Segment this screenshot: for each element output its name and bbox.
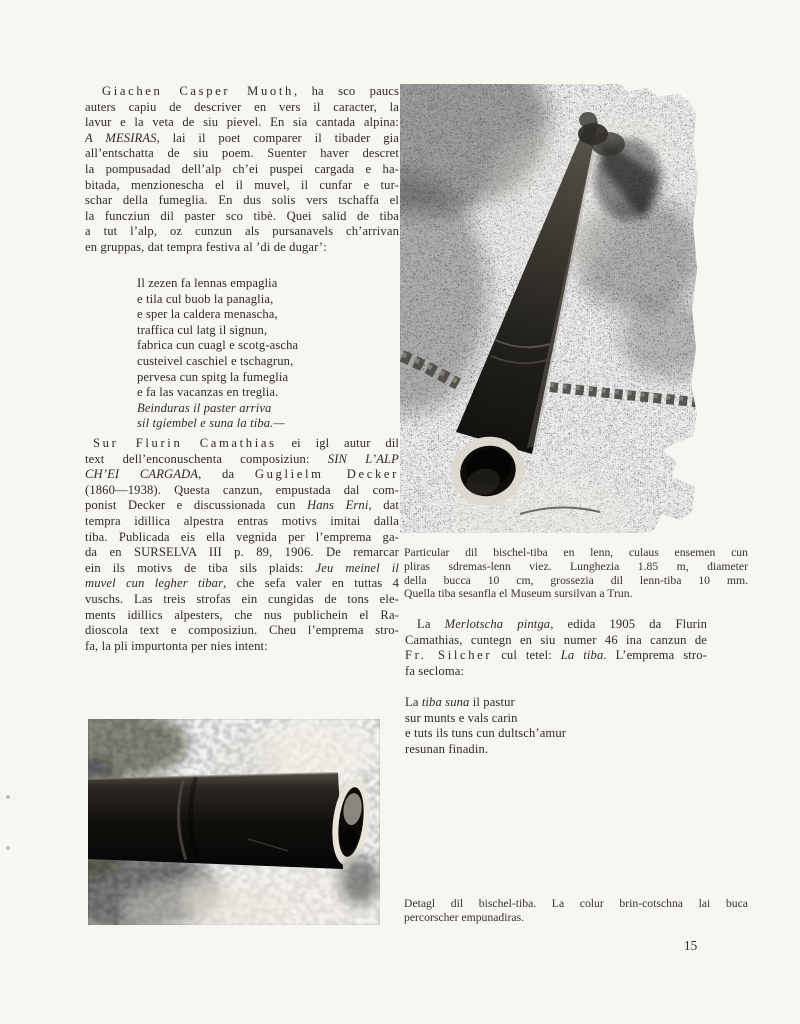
- paragraph-giachen-casper-muoth: [85, 84, 399, 256]
- text-line: ponist Decker e discussionada cun Hans Erni, dat: [85, 498, 399, 513]
- text-line: fa, la pli impurtonta per nies intent:: [85, 638, 268, 653]
- text-line: ein ils motivs de tiba sils plaids: Jeu meinel il: [85, 560, 399, 575]
- text-line: Giachen Casper Muoth, ha sco paucs: [102, 84, 399, 98]
- scan-speck: [6, 846, 10, 850]
- text-line: (1860—1938). Questa canzun, empustada dal com-: [85, 482, 399, 497]
- text-line: La Merlotscha pintga, edida 1905 da Flurin: [417, 617, 707, 631]
- text-line: Il zezen fa lennas empaglia: [137, 276, 278, 290]
- text-line: La tiba suna il pastur: [405, 695, 515, 709]
- text-line: sur munts e vals carin: [405, 710, 518, 725]
- caption-detagl-dil-bischel-tiba: [404, 897, 748, 925]
- text-line: Fr. Silcher cul tetel: La tiba. L’emprema stro-: [405, 648, 707, 663]
- text-line: fabrica cun cuagl e scotg-ascha: [137, 338, 299, 353]
- text-line: traffica cul latg il signun,: [137, 322, 268, 337]
- text-line: e tila cul buob la panaglia,: [137, 291, 274, 306]
- text-line: e fa las vacanzas en treglia.: [137, 385, 279, 400]
- text-line: a tut l’alp, oz cunzun als pursanavels ch’arrivan: [85, 224, 399, 239]
- text-line: pliras sdremas-lenn viez. Lunghezia 1.85 m, diameter: [404, 559, 748, 573]
- text-line: la pompusadad dell’alp ch’ei puspei cargada e ha-: [85, 161, 399, 176]
- photo-alphorn-on-grass: [400, 84, 705, 533]
- text-line: Quella tiba sesanfla el Museum sursilvan a Trun.: [404, 587, 633, 601]
- text-line: schar della fumeglia. En dus solis vers tschaffa el: [85, 193, 399, 208]
- text-line: dioscola text e composiziun. Cheu l’emprema stro-: [85, 623, 399, 638]
- text-line: la funcziun dil paster sco tibè. Quei salid de tiba: [85, 208, 399, 223]
- text-line: custeivel caschiel e tschagrun,: [137, 353, 294, 368]
- text-line: percorscher empunadiras.: [404, 910, 525, 924]
- text-line: Beinduras il paster arriva: [137, 400, 272, 415]
- text-line: sil tgiembel e suna la tiba.—: [137, 416, 285, 431]
- text-line: da en SURSELVA III p. 89, 1906. De remarcar: [85, 545, 399, 560]
- text-line: Particular dil bischel-tiba en lenn, culaus ensemen cun: [404, 546, 748, 559]
- text-line: Camathias, cuntegn en siu numer 46 ina canzun de: [405, 632, 707, 647]
- text-line: vuschs. Las treis strofas ein cungidas de tons ele-: [85, 591, 399, 606]
- photo2-image: [88, 719, 380, 925]
- paragraph-la-merlotscha-pintga: [405, 617, 707, 679]
- scan-speck: [6, 795, 10, 799]
- poem-la-tiba-suna: [405, 695, 705, 757]
- caption-particular-dil-bischel-tiba: [404, 546, 748, 601]
- text-line: e tuts ils tuns cun dultsch’amur: [405, 726, 567, 741]
- text-line: all’entschatta de siu poem. Suenter haver descret: [85, 146, 399, 161]
- photo-alphorn-detail: [88, 719, 380, 925]
- text-line: en gruppas, dat tempra festiva al ’di de dugar’:: [85, 239, 327, 254]
- text-line: bitada, menzionescha el il muvel, il cunfar e tur-: [85, 177, 399, 192]
- text-line: lavur e la veta de siu pievel. En sia cantada alpina:: [85, 115, 399, 130]
- page-number: 15: [684, 938, 698, 953]
- text-line: tiba. Publicada eis ella vegnida per l’emprema ga-: [85, 529, 399, 544]
- shadow-below-rim: [340, 857, 380, 905]
- text-line: text dell’enconuschenta composiziun: SIN L’ALP: [85, 451, 399, 466]
- text-line: pervesa cun spitg la fumeglia: [137, 369, 289, 384]
- text-line: CH’EI CARGADA, da Guglielm Decker: [85, 467, 399, 482]
- text-line: della bucca 10 cm, grossezia dil lenn-tiba 10 mm.: [404, 573, 748, 587]
- text-line: Sur Flurin Camathias ei igl autur dil: [93, 436, 399, 450]
- text-line: auters capiu de descriver en vers il caracter, la: [85, 99, 399, 114]
- text-line: A MESIRAS, lai il poet comparer il tibader gia: [85, 130, 399, 145]
- text-line: e sper la caldera menascha,: [137, 307, 278, 322]
- poem-il-zezen: [137, 276, 387, 432]
- text-line: tempra idillica alpestra entras motivs imitai dalla: [85, 513, 399, 528]
- text-line: resunan finadin.: [405, 741, 489, 756]
- photo1-image: [400, 84, 705, 533]
- text-line: muvel cun legher tibar, che sefa valer en tuttas 4: [85, 576, 399, 591]
- text-line: ments idillics alpesters, che nus publichein el Ra-: [85, 607, 399, 622]
- text-line: Detagl dil bischel-tiba. La colur brin-cotschna lai buca: [404, 897, 748, 910]
- text-line: fa secloma:: [405, 663, 465, 678]
- paragraph-sur-flurin-camathias: [85, 436, 399, 654]
- alphorn-tube: [88, 773, 343, 869]
